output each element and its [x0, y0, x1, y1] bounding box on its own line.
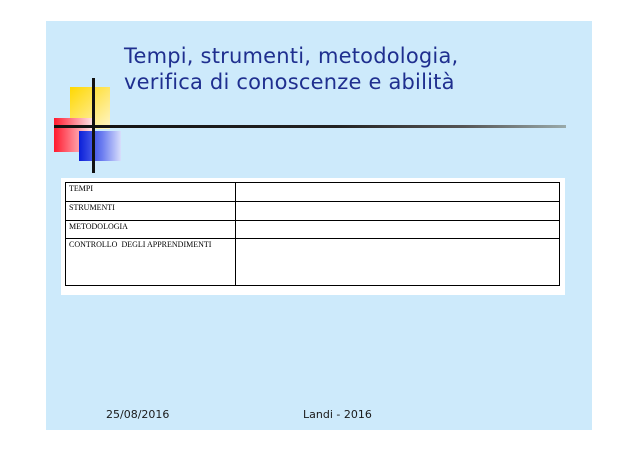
row-value — [236, 239, 560, 286]
row-label: TEMPI — [66, 183, 236, 202]
row-value — [236, 202, 560, 221]
row-label: STRUMENTI — [66, 202, 236, 221]
slide — [46, 21, 592, 430]
table-row — [66, 221, 560, 239]
table-row — [66, 239, 560, 286]
row-label: METODOLOGIA — [66, 221, 236, 239]
row-label: CONTROLLO DEGLI APPRENDIMENTI — [66, 239, 236, 286]
row-value — [236, 183, 560, 202]
table-row — [66, 202, 560, 221]
table-image — [61, 178, 565, 295]
title-line-2: verifica di conoscenze e abilità — [124, 70, 455, 94]
planning-table — [65, 182, 560, 286]
blue-square-decoration — [79, 131, 121, 161]
footer-date: 25/08/2016 — [106, 408, 170, 421]
vertical-rule — [92, 78, 95, 173]
table-row — [66, 183, 560, 202]
horizontal-rule — [54, 125, 566, 128]
slide-title — [124, 43, 458, 95]
title-line-1: Tempi, strumenti, metodologia, — [124, 44, 459, 68]
footer-author: Landi - 2016 — [303, 408, 372, 421]
row-value — [236, 221, 560, 239]
